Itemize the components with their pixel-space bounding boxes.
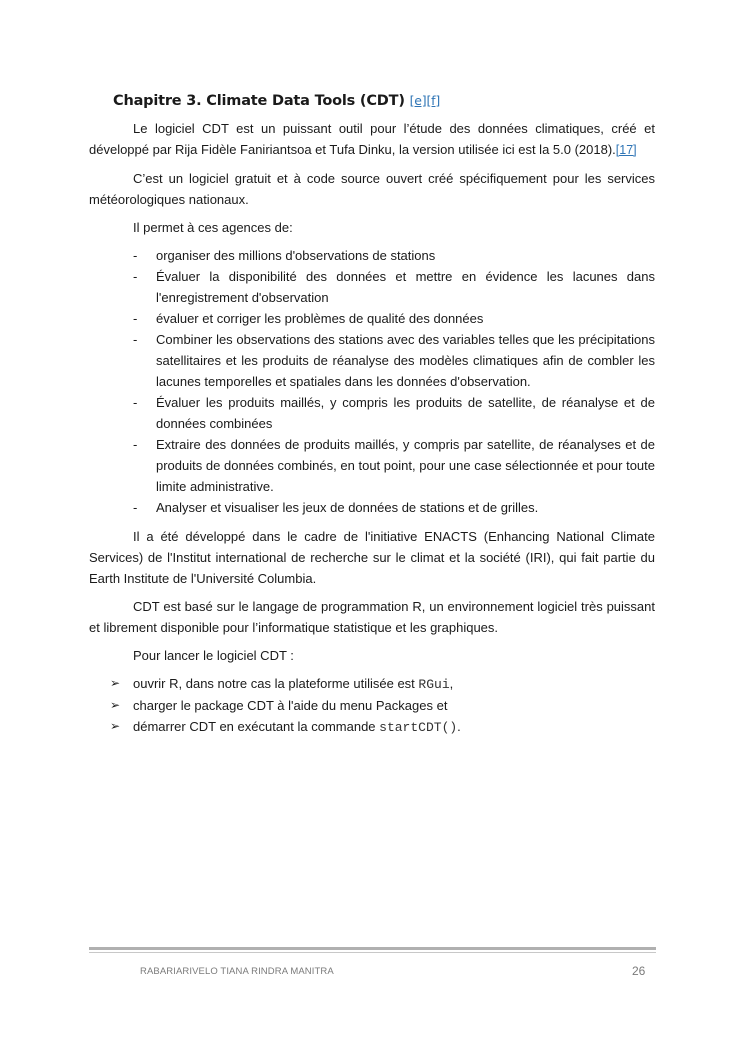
dash-bullet: - [133,395,138,410]
paragraph-capabilities-intro: Il permet à ces agences de: [133,220,293,235]
list-item-text: Extraire des données de produits maillés, y compris par satellite, de réanalyses et de produits de données combinés, en tout point, pour une case sélectionnée et pour toute limite administrative. [156,437,655,494]
list-item [133,308,655,329]
step-text: charger le package CDT à l'aide du menu Packages et [133,698,448,713]
citation-link-17[interactable]: [17] [615,143,637,157]
list-item-text: Évaluer la disponibilité des données et mettre en évidence les lacunes dans l'enregistrement d'observation [156,269,655,305]
step-text: ouvrir R, dans notre cas la plateforme utilisée est [133,676,419,691]
paragraph-enacts: Il a été développé dans le cadre de l'initiative ENACTS (Enhancing National Climate Services) de l'Institut international de recherche sur le climat et la société (IRI), qui fait partie du Earth Institute de l'Université Columbia. [89,529,655,586]
chapter-title: Chapitre 3. Climate Data Tools (CDT) [113,93,405,109]
dash-bullet: - [133,500,138,515]
dash-bullet: - [133,248,138,263]
step-punct: , [449,676,454,691]
footer-divider-thin [89,952,656,953]
capabilities-list [89,245,655,518]
page-content [89,90,655,738]
paragraph-free-software: C’est un logiciel gratuit et à code source ouvert créé spécifiquement pour les services météorologiques nationaux. [89,171,655,207]
paragraph-launch-intro: Pour lancer le logiciel CDT : [133,648,294,663]
dash-bullet: - [133,332,138,347]
step-text: démarrer CDT en exécutant la commande [133,719,380,734]
arrow-bullet-icon: ➢ [110,719,121,733]
step-punct: . [457,719,461,734]
dash-bullet: - [133,311,138,326]
list-item-text: Combiner les observations des stations avec des variables telles que les précipitations satellitaires et les produits de réanalyse des modèles climatiques afin de combler les lacunes temporelles et spatiales dans les données d'observation. [156,332,655,389]
paragraph-intro [89,118,655,161]
list-item-text: Évaluer les produits maillés, y compris les produits de satellite, de réanalyse et de données combinées [156,395,655,431]
list-item [133,245,655,266]
paragraph-intro-text: Le logiciel CDT est un puissant outil pour l’étude des données climatiques, créé et développé par Rija Fidèle Faniriantsoa et Tufa Dinku, la version utilisée ici est la 5.0 (2018). [89,121,655,157]
page-number: 26 [632,964,646,978]
code-rgui: RGui [418,677,450,692]
list-item [133,434,655,497]
chapter-heading [113,90,655,112]
list-item [133,266,655,308]
chapter-reference-link[interactable]: [e][f] [409,93,441,108]
list-item [110,673,655,695]
arrow-bullet-icon: ➢ [110,676,121,690]
list-item-text: Analyser et visualiser les jeux de données de stations et de grilles. [156,500,539,515]
footer-author: RABARIARIVELO TIANA RINDRA MANITRA [140,966,334,977]
launch-steps-list [89,673,655,738]
arrow-bullet-icon: ➢ [110,698,121,712]
list-item-text: évaluer et corriger les problèmes de qualité des données [156,311,484,326]
footer-divider [89,947,656,950]
code-startcdt: startCDT() [379,720,458,735]
paragraph-r-language: CDT est basé sur le langage de programmation R, un environnement logiciel très puissant et librement disponible pour l’informatique statistique et les graphiques. [89,599,655,635]
list-item [110,716,655,738]
dash-bullet: - [133,437,138,452]
list-item [133,497,655,518]
list-item [133,392,655,434]
list-item [133,329,655,392]
list-item [110,695,655,716]
list-item-text: organiser des millions d'observations de stations [156,248,436,263]
dash-bullet: - [133,269,138,284]
